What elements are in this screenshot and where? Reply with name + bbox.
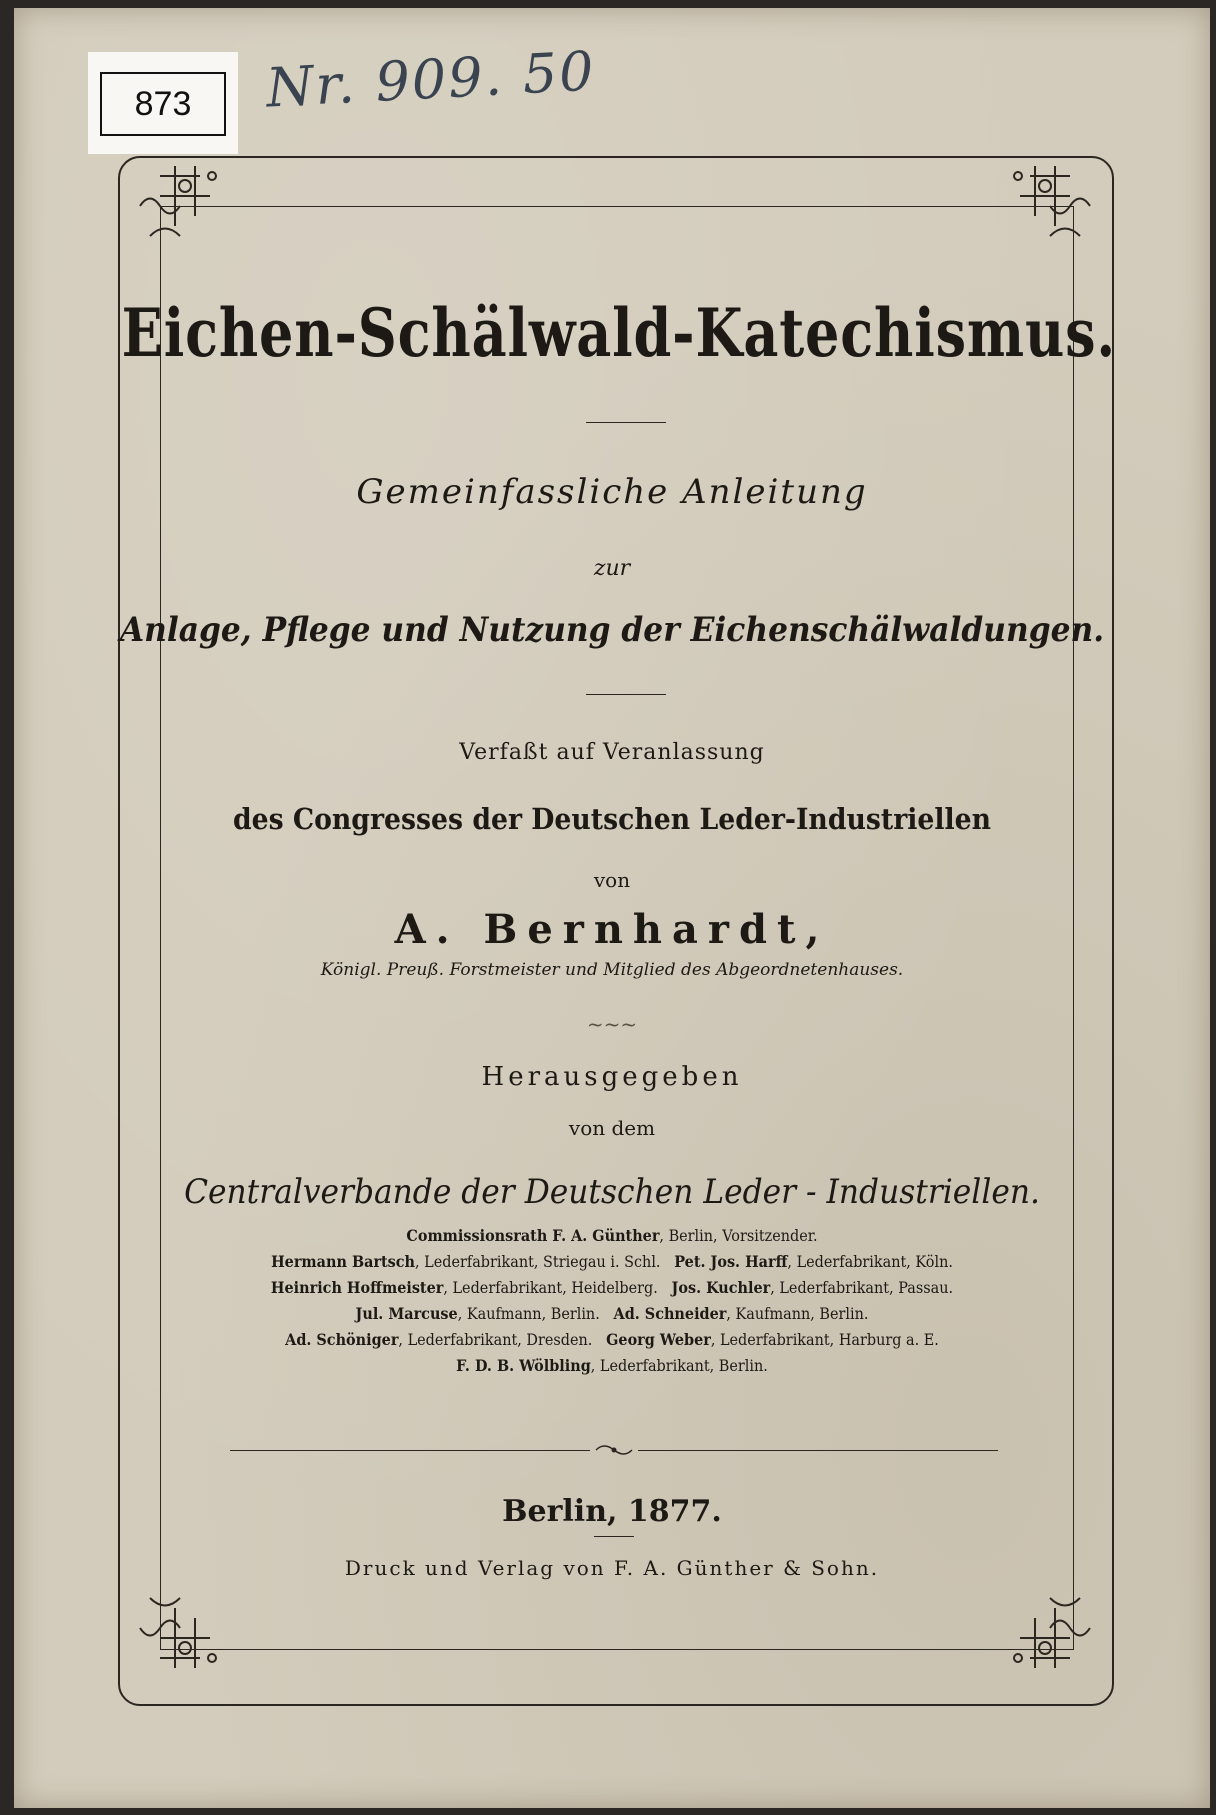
member-detail: , Lederfabrikant, Harburg a. E. xyxy=(710,1330,939,1349)
member-row-1 xyxy=(74,1226,1150,1245)
member-detail: , Lederfabrikant, Passau. xyxy=(770,1278,954,1297)
handwritten-shelf-note: Nr. 909. 50 xyxy=(264,39,598,120)
commission-line-2: des Congresses der Deutschen Leder-Industriellen xyxy=(232,802,992,836)
author-role: Königl. Preuß. Forstmeister und Mitglied des Abgeordnetenhauses. xyxy=(320,960,904,980)
divider-rule-1 xyxy=(586,422,666,423)
member-name: Pet. Jos. Harff xyxy=(674,1252,788,1271)
member-row-6 xyxy=(74,1356,1150,1375)
member-name: Ad. Schöniger xyxy=(285,1330,399,1349)
printer-imprint: Druck und Verlag von F. A. Günther & Sohn. xyxy=(344,1556,880,1580)
author-preposition: von xyxy=(593,868,631,892)
member-name: Heinrich Hoffmeister xyxy=(270,1278,444,1297)
ornamental-rule-right xyxy=(638,1450,998,1451)
commission-line-1: Verfaßt auf Veranlassung xyxy=(459,740,765,765)
member-detail: , Berlin, Vorsitzender. xyxy=(659,1226,818,1245)
catalog-number: 873 xyxy=(100,72,226,136)
subtitle-line-3: Anlage, Pflege und Nutzung der Eichenschälwaldungen. xyxy=(119,610,1105,650)
member-detail: , Lederfabrikant, Köln. xyxy=(787,1252,953,1271)
member-name: Ad. Schneider xyxy=(613,1304,727,1323)
member-row-5 xyxy=(74,1330,1150,1349)
flourish-ornament-icon xyxy=(594,1440,634,1460)
member-detail: , Lederfabrikant, Dresden. xyxy=(398,1330,593,1349)
publisher-line-1: Herausgegeben xyxy=(481,1062,743,1092)
member-name: F. D. B. Wölbling xyxy=(456,1356,591,1375)
member-detail: , Lederfabrikant, Heidelberg. xyxy=(443,1278,658,1297)
corner-ornament-bottom-right-icon xyxy=(990,1568,1100,1678)
subtitle-line-2: zur xyxy=(593,556,631,581)
place-and-year: Berlin, 1877. xyxy=(502,1494,722,1529)
divider-rule-3 xyxy=(594,1536,634,1537)
member-row-3 xyxy=(74,1278,1150,1297)
member-detail: , Kaufmann, Berlin. xyxy=(457,1304,600,1323)
catalog-label xyxy=(88,52,238,154)
corner-ornament-bottom-left-icon xyxy=(130,1568,240,1678)
member-row-4 xyxy=(74,1304,1150,1323)
tilde-ornament: ~~~ xyxy=(586,1012,638,1036)
member-name: Georg Weber xyxy=(606,1330,711,1349)
publisher-line-3: Centralverbande der Deutschen Leder - Industriellen. xyxy=(184,1172,1040,1212)
ornamental-rule-left xyxy=(230,1450,590,1451)
member-detail: , Lederfabrikant, Berlin. xyxy=(590,1356,768,1375)
member-name: Jos. Kuchler xyxy=(671,1278,771,1297)
corner-ornament-top-left-icon xyxy=(130,156,240,266)
member-name: Commissionsrath F. A. Günther xyxy=(406,1226,660,1245)
member-detail: , Lederfabrikant, Striegau i. Schl. xyxy=(415,1252,661,1271)
member-name: Jul. Marcuse xyxy=(355,1304,458,1323)
corner-ornament-top-right-icon xyxy=(990,156,1100,266)
member-name: Hermann Bartsch xyxy=(271,1252,416,1271)
title-page xyxy=(14,8,1210,1808)
member-detail: , Kaufmann, Berlin. xyxy=(726,1304,869,1323)
divider-rule-2 xyxy=(586,694,666,695)
member-row-2 xyxy=(74,1252,1150,1271)
publisher-line-2: von dem xyxy=(568,1116,656,1140)
author-name: A. Bernhardt, xyxy=(394,906,830,953)
subtitle-line-1: Gemeinfassliche Anleitung xyxy=(356,472,868,512)
book-title: Eichen-Schälwald-Katechismus. xyxy=(121,294,1117,372)
